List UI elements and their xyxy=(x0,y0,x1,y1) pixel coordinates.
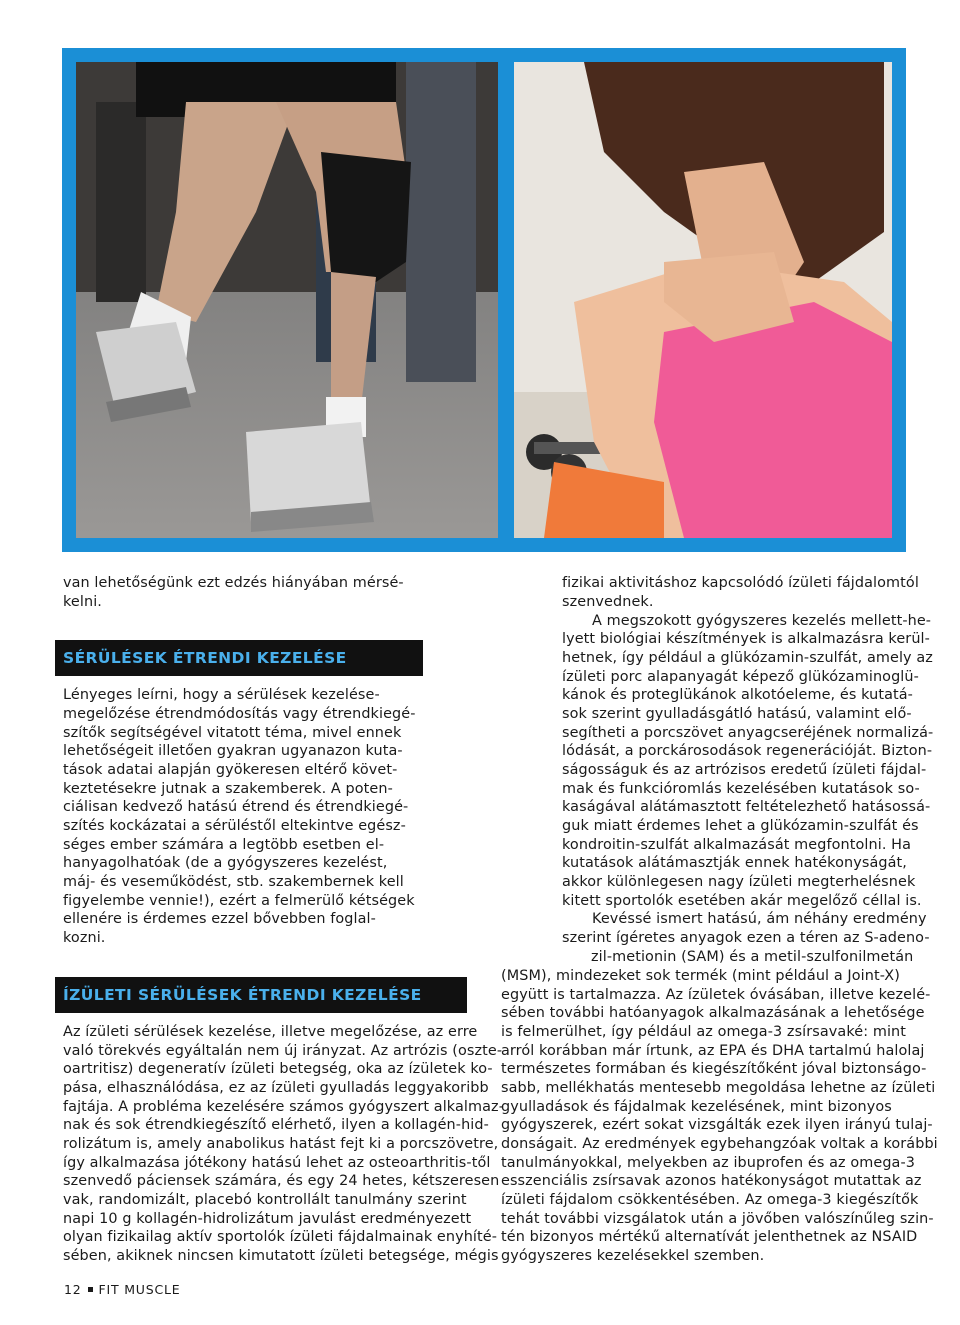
body-line: zil-metionin (SAM) és a metil-szulfonilmetán xyxy=(591,949,914,965)
section-heading-injury-diet: SÉRÜLÉSEK ÉTRENDI KEZELÉSE xyxy=(63,649,347,667)
body-line: oartritisz) degeneratív ízületi betegség, oka az ízületek ko- xyxy=(63,1061,493,1077)
runner-illustration xyxy=(76,62,498,538)
body-line: tások adatai alapján gyökeresen eltérő követ- xyxy=(63,762,398,778)
body-line: megelőzése étrendmódosítás vagy étrendkiegé- xyxy=(63,706,416,722)
body-line: lyett biológiai készítmények is alkalmazásra kerül- xyxy=(562,631,930,647)
runner-photo xyxy=(76,62,498,538)
body-line: ciálisan kedvező hatású étrend és étrendkiegé- xyxy=(63,799,409,815)
section-heading-joint-injury-diet: ÍZÜLETI SÉRÜLÉSEK ÉTRENDI KEZELÉSE xyxy=(63,986,422,1004)
body-line: kaságával alátámasztott feltételezhető hatásossá- xyxy=(562,799,931,815)
body-line: tanulmányokkal, melyekben az ibuprofen és az omega-3 xyxy=(501,1155,916,1171)
body-line: így alkalmazása jótékony hatású lehet az osteoarthritis-től xyxy=(63,1155,491,1171)
photo-frame xyxy=(62,48,906,552)
body-line: kozni. xyxy=(63,930,106,946)
body-line: ellenére is érdemes ezzel bővebben foglal- xyxy=(63,911,376,927)
section-heading-bar-1 xyxy=(55,640,423,676)
intro-line-2: kelni. xyxy=(63,594,102,610)
body-line: nak és sok étrendkiegészítő elérhető, ilyen a kollagén-hid- xyxy=(63,1117,489,1133)
page-footer xyxy=(64,1282,180,1297)
body-line: rolizátum is, amely anabolikus hatást fejt ki a porcszövetre, xyxy=(63,1136,499,1152)
body-line: mak és funkcióromlás kezelésében kutatások so- xyxy=(562,781,920,797)
body-line: guk miatt érdemes lehet a glükózamin-szulfát és xyxy=(562,818,919,834)
body-line: szítés kockázatai a sérüléstől eltekintve egész- xyxy=(63,818,406,834)
separator-dot-icon xyxy=(88,1287,93,1292)
body-line: fajtája. A probléma kezelésére számos gyógyszert alkalmaz- xyxy=(63,1099,504,1115)
body-line: gyógyszeres kezelésekkel szemben. xyxy=(501,1248,765,1264)
body-line: Az ízületi sérülések kezelése, illetve megelőzése, az erre xyxy=(63,1024,478,1040)
body-line: természetes formában és kiegészítőként jóval biztonságo- xyxy=(501,1061,927,1077)
body-line: Lényeges leírni, hogy a sérülések kezelése- xyxy=(63,687,380,703)
body-line: való törekvés egyáltalán nem új irányzat. Az artrózis (oszte- xyxy=(63,1043,503,1059)
body-line: Kevéssé ismert hatású, ám néhány eredmény xyxy=(592,911,927,927)
body-line: máj- és veseműködést, stb. szakembernek kell xyxy=(63,874,404,890)
body-line: sében további hatóanyagok alkalmazásának a lehetősége xyxy=(501,1005,925,1021)
body-line: napi 10 g kollagén-hidrolizátum javulást eredményezett xyxy=(63,1211,472,1227)
body-line: kondroitin-szulfát alkalmazását megfontolni. Ha xyxy=(562,837,912,853)
magazine-name: FIT MUSCLE xyxy=(98,1282,181,1297)
body-line: donságait. Az eredmények egybehangzóak voltak a korábbi xyxy=(501,1136,938,1152)
body-line: gyógyszerek, ezért sokat vizsgálták ezek ilyen irányú tulaj- xyxy=(501,1117,933,1133)
body-line: tén bizonyos mértékű alternatívát jelenthetnek az NSAID xyxy=(501,1229,918,1245)
body-line: olyan fizikailag aktív sportolók ízületi fájdalmainak enyhíté- xyxy=(63,1229,498,1245)
body-line: figyelembe vennie!), ezért a felmerülő kétségek xyxy=(63,893,415,909)
body-line: arról korábban már írtunk, az EPA és DHA tartalmú halolaj xyxy=(501,1043,925,1059)
page-number: 12 xyxy=(64,1282,82,1297)
body-line: sabb, mellékhatás mentesebb megoldása lehetne az ízületi xyxy=(501,1080,936,1096)
shoulder-illustration xyxy=(514,62,892,538)
body-line: segítheti a porcszövet anyagcseréjének normalizá- xyxy=(562,725,934,741)
shoulder-pain-photo xyxy=(514,62,892,538)
body-line: szenvednek. xyxy=(562,594,654,610)
body-line: is felmerülhet, így például az omega-3 zsírsavaké: mint xyxy=(501,1024,907,1040)
body-line: szenvedő páciensek számára, és egy 24 hetes, kétszeresen xyxy=(63,1173,500,1189)
body-line: akkor különlegesen nagy ízületi megterhelésnek xyxy=(562,874,916,890)
body-line: ízületi fájdalom csökkentésében. Az omega-3 kiegészítők xyxy=(501,1192,919,1208)
body-line: A megszokott gyógyszeres kezelés mellett-he- xyxy=(592,613,932,629)
body-line: szítők segítségével vitatott téma, mivel ennek xyxy=(63,725,402,741)
body-line: lehetőségeit illetően gyakran ugyanazon kuta- xyxy=(63,743,403,759)
body-line: szerint ígéretes anyagok ezen a téren az S-adeno- xyxy=(562,930,930,946)
body-line: gyulladások és fájdalmak kezelésének, mint bizonyos xyxy=(501,1099,892,1115)
body-line: tehát további vizsgálatok után a jövőben valószínűleg szin- xyxy=(501,1211,934,1227)
body-line: pása, elhasználódása, ez az ízületi gyulladás leggyakoribb xyxy=(63,1080,489,1096)
body-line: sében, akiknek nincsen kimutatott ízületi betegsége, mégis xyxy=(63,1248,499,1264)
body-line: lódását, a porckárosodások regenerációját. Bizton- xyxy=(562,743,933,759)
body-line: sok szerint gyulladásgátló hatású, valamint elő- xyxy=(562,706,912,722)
intro-line-1: van lehetőségünk ezt edzés hiányában mérsé- xyxy=(63,575,404,591)
body-line: (MSM), mindezeket sok termék (mint például a Joint-X) xyxy=(501,968,900,984)
body-line: kutatások alátámasztják ennek hatékonyságát, xyxy=(562,855,907,871)
body-line: ságosságuk és az artrózisos eredetű ízületi fájdal- xyxy=(562,762,927,778)
body-line: keztetésekre jutnak a szakemberek. A poten- xyxy=(63,781,393,797)
body-line: esszenciális zsírsavak azonos hatékonyságot mutattak az xyxy=(501,1173,922,1189)
body-line: kánok és proteglükánok alkotóeleme, és kutatá- xyxy=(562,687,913,703)
section-heading-bar-2 xyxy=(55,977,467,1013)
body-line: vak, randomizált, placebó kontrollált tanulmány szerint xyxy=(63,1192,467,1208)
body-line: fizikai aktivitáshoz kapcsolódó ízületi fájdalomtól xyxy=(562,575,919,591)
body-line: hanyagolhatóak (de a gyógyszeres kezelést, xyxy=(63,855,388,871)
body-line: kitett sportolók esetében akár megelőző céllal is. xyxy=(562,893,922,909)
body-line: együtt is tartalmazza. Az ízületek óvásában, illetve kezelé- xyxy=(501,987,931,1003)
body-line: ízületi porc alapanyagát képező glükózaminoglü- xyxy=(562,669,919,685)
body-line: hetnek, így például a glükózamin-szulfát, amely az xyxy=(562,650,933,666)
body-line: séges ember számára a legtöbb esetben el- xyxy=(63,837,385,853)
